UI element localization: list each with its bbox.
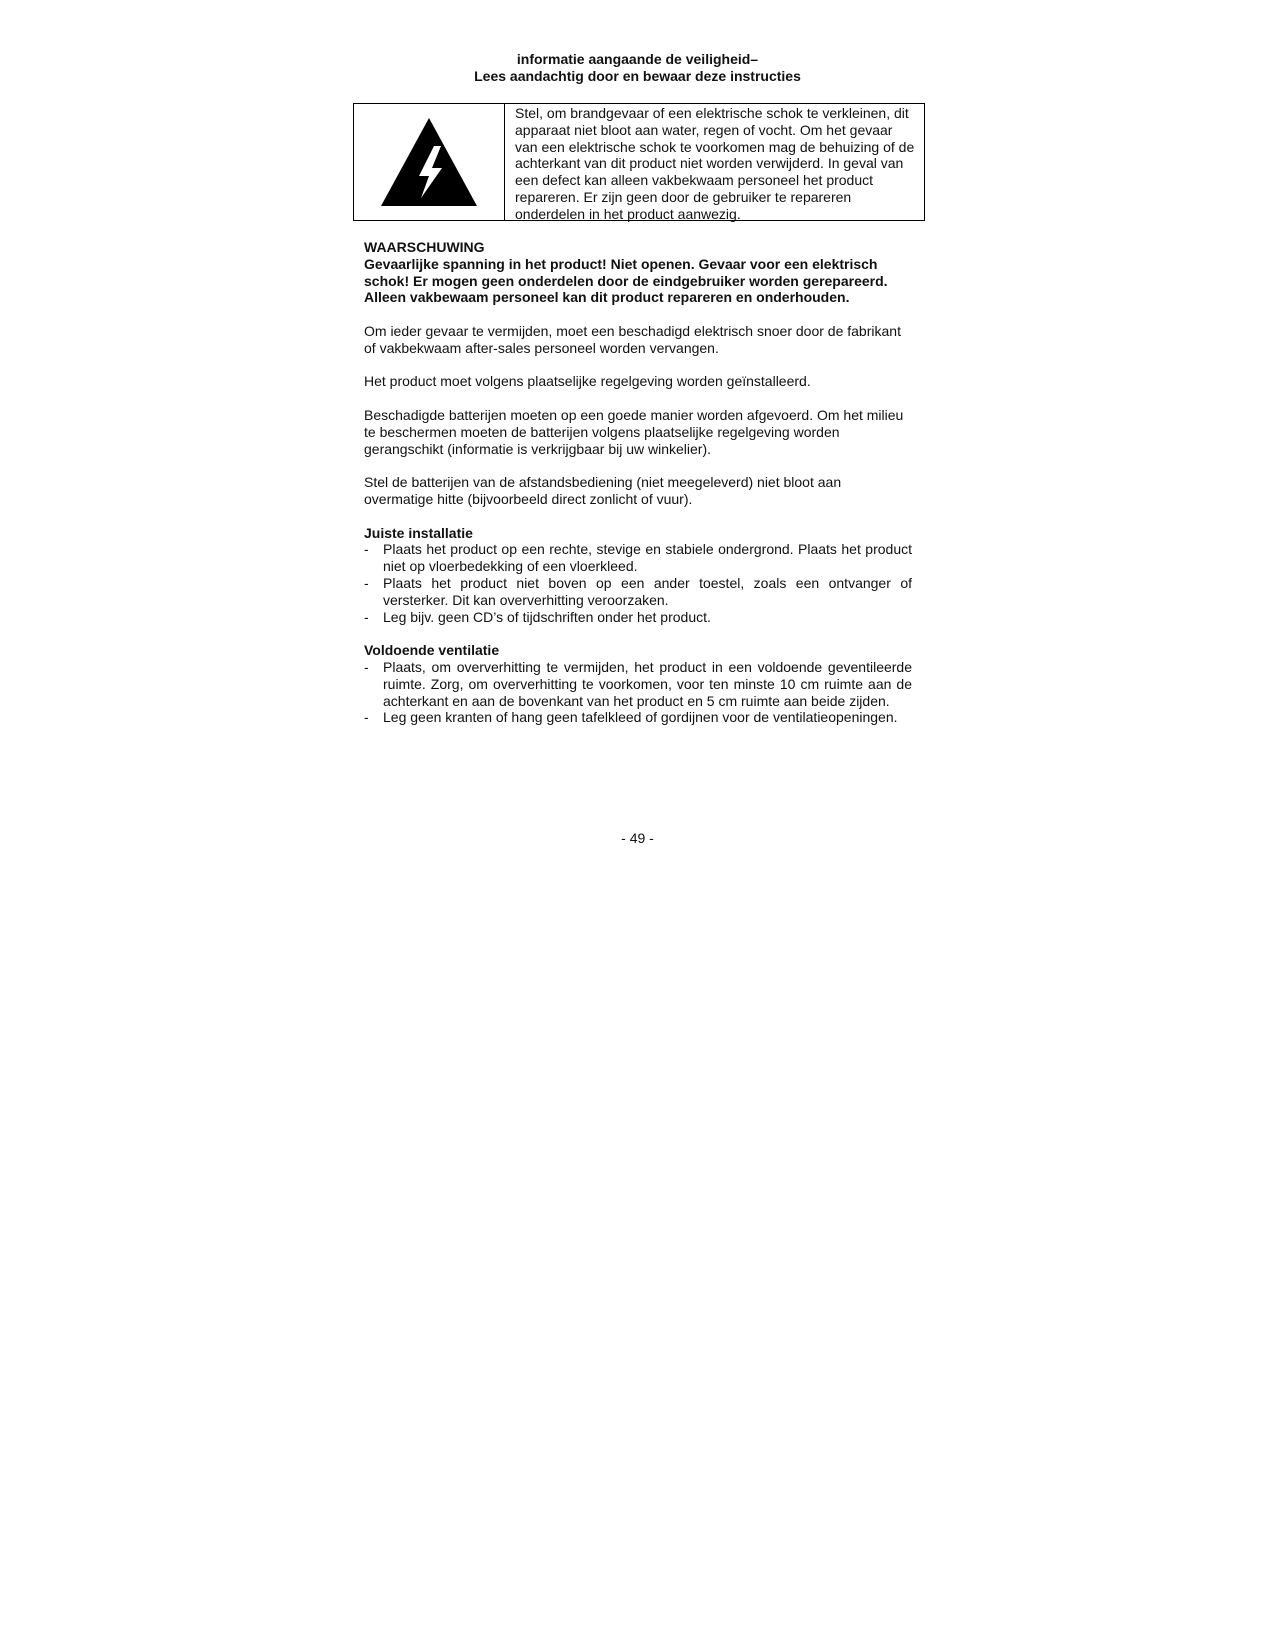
ventilation-heading: Voldoende ventilatie bbox=[364, 642, 500, 659]
paragraph-power-cord: Om ieder gevaar te vermijden, moet een beschadigd elektrisch snoer door de fabrikant of vakbekwaam after-sales personeel worden vervangen. bbox=[364, 322, 901, 356]
page-number: - 49 - bbox=[621, 830, 654, 846]
warning-box-text: Stel, om brandgevaar of een elektrische schok te verkleinen, dit apparaat niet bloot aan water, regen of vocht. Om het gevaar van een elektrische schok te voorkomen mag de behuizing of de achterkant van dit product niet worden verwijderd. In geval van een defect kan alleen vakbekwaam personeel het product repareren. Er zijn geen door de gebruiker te repareren onderdelen in het product aanwezig. bbox=[515, 105, 915, 222]
list-item bbox=[364, 609, 912, 626]
installation-list bbox=[364, 541, 912, 625]
list-item bbox=[364, 541, 912, 575]
main-content bbox=[364, 239, 912, 726]
title-line-2: Lees aandachtig door en bewaar deze instructies bbox=[474, 68, 801, 84]
page-title bbox=[0, 51, 1275, 85]
bullet-marker: - bbox=[364, 541, 369, 558]
list-item-text: Leg geen kranten of hang geen tafelkleed of gordijnen voor de ventilatieopeningen. bbox=[383, 709, 898, 726]
bullet-marker: - bbox=[364, 658, 369, 675]
list-item-text: Plaats het product op een rechte, stevige en stabiele ondergrond. Plaats het product niet op vloerbedekking of een vloerkleed. bbox=[383, 541, 912, 575]
bullet-marker: - bbox=[364, 709, 369, 726]
high-voltage-warning-icon bbox=[379, 116, 479, 208]
title-line-1: informatie aangaande de veiligheid– bbox=[516, 51, 759, 67]
warning-text: Gevaarlijke spanning in het product! Niet openen. Gevaar voor een elektrisch schok! Er mogen geen onderdelen door de eindgebruiker worden gerepareerd. Alleen vakbewaam personeel kan dit product repareren en onderhouden. bbox=[364, 255, 888, 306]
list-item-text: Plaats, om oververhitting te vermijden, het product in een voldoende geventileerde ruimte. Zorg, om oververhitting te voorkomen, voor ten minste 10 cm ruimte aan de achterkant en aan de bovenkant van het product en 5 cm ruimte aan beide zijden. bbox=[383, 658, 912, 709]
warning-symbol-cell bbox=[354, 104, 505, 220]
list-item bbox=[364, 659, 912, 709]
bullet-marker: - bbox=[364, 608, 369, 625]
paragraph-installation-regulation: Het product moet volgens plaatselijke regelgeving worden geïnstalleerd. bbox=[364, 373, 811, 390]
paragraph-battery-heat: Stel de batterijen van de afstandsbediening (niet meegeleverd) niet bloot aan overmatige hitte (bijvoorbeeld direct zonlicht of vuur). bbox=[364, 474, 842, 507]
list-item-text: Plaats het product niet boven op een ander toestel, zoals een ontvanger of versterker. Dit kan oververhitting veroorzaken. bbox=[383, 574, 912, 608]
safety-warning-box bbox=[353, 103, 925, 221]
installation-heading: Juiste installatie bbox=[364, 524, 473, 541]
bullet-marker: - bbox=[364, 574, 369, 591]
list-item-text: Leg bijv. geen CD’s of tijdschriften onder het product. bbox=[383, 608, 711, 625]
ventilation-list bbox=[364, 659, 912, 726]
warning-heading: WAARSCHUWING bbox=[364, 239, 485, 255]
list-item bbox=[364, 575, 912, 609]
paragraph-battery-disposal: Beschadigde batterijen moeten op een goede manier worden afgevoerd. Om het milieu te beschermen moeten de batterijen volgens plaatselijke regelgeving worden gerangschikt (informatie is verkrijgbaar bij uw winkelier). bbox=[364, 406, 904, 457]
list-item bbox=[364, 709, 912, 726]
